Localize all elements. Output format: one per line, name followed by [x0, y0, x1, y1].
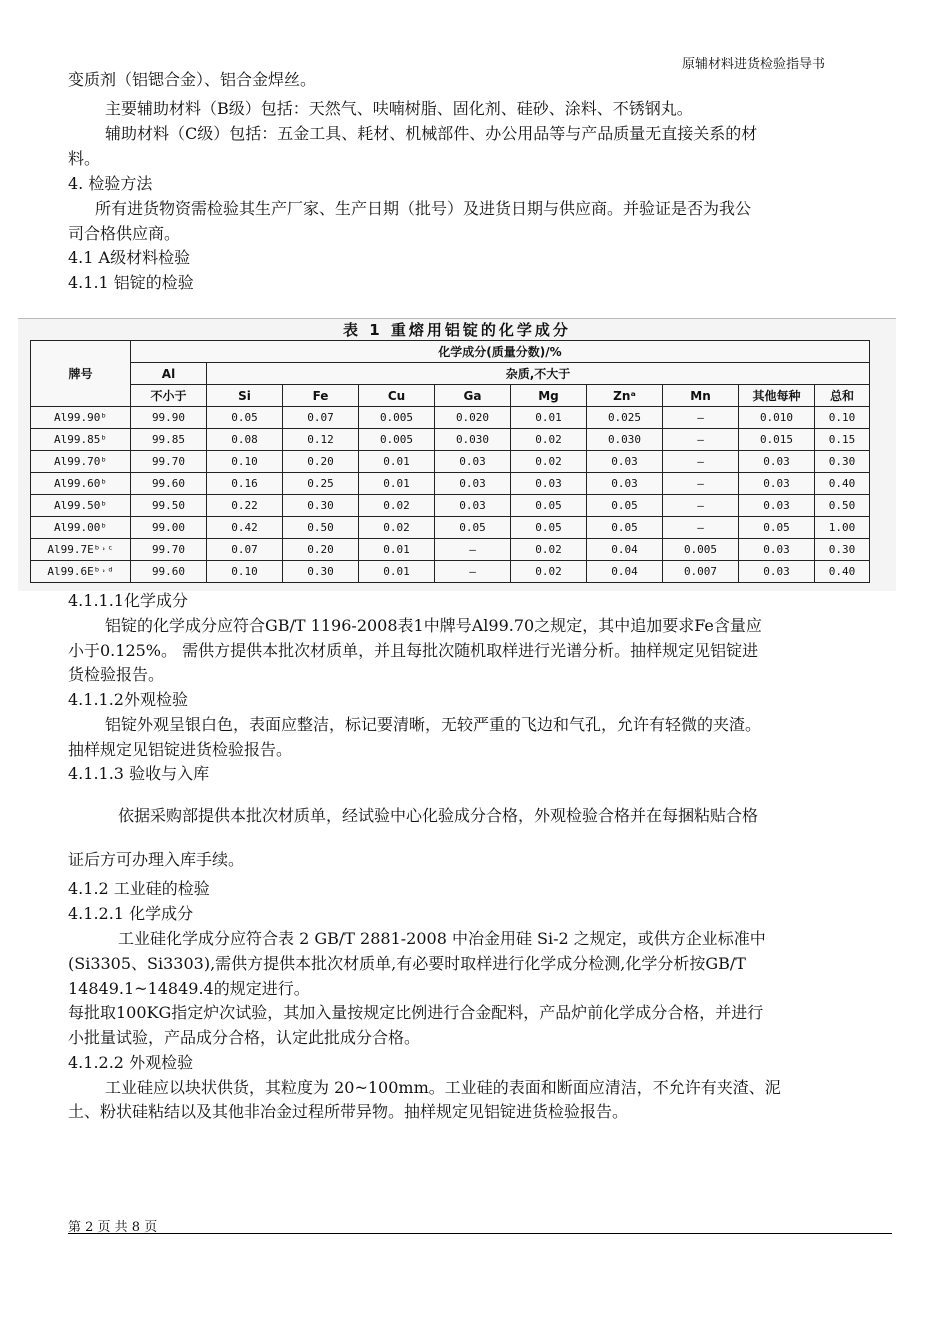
- header-chemical-composition: 化学成分(质量分数)/%: [131, 341, 870, 363]
- value-cell: 99.70: [131, 539, 207, 561]
- header-total: 总和: [815, 385, 870, 407]
- value-cell: 0.01: [359, 451, 435, 473]
- value-cell: 0.10: [207, 561, 283, 583]
- value-cell: 0.010: [739, 407, 815, 429]
- table-row: [31, 429, 870, 451]
- value-cell: 0.05: [511, 495, 587, 517]
- header-ga: Ga: [435, 385, 511, 407]
- value-cell: —: [663, 451, 739, 473]
- value-cell: 0.05: [587, 495, 663, 517]
- header-zn: Znᵃ: [587, 385, 663, 407]
- value-cell: 0.20: [283, 451, 359, 473]
- value-cell: 99.90: [131, 407, 207, 429]
- value-cell: 0.03: [435, 495, 511, 517]
- value-cell: 0.50: [815, 495, 870, 517]
- section-heading-4-1: 4.1 A级材料检验: [68, 248, 191, 267]
- grade-cell: Al99.70ᵇ: [31, 451, 131, 473]
- value-cell: 0.02: [359, 495, 435, 517]
- value-cell: 0.07: [207, 539, 283, 561]
- document-header-title: 原辅材料进货检验指导书: [682, 57, 826, 72]
- value-cell: 0.22: [207, 495, 283, 517]
- value-cell: 0.04: [587, 539, 663, 561]
- value-cell: 0.03: [511, 473, 587, 495]
- value-cell: 1.00: [815, 517, 870, 539]
- para-line: 变质剂（铝锶合金）、铝合金焊丝。: [68, 70, 317, 89]
- header-impurity: 杂质,不大于: [207, 363, 870, 385]
- para-line: 司合格供应商。: [68, 224, 181, 243]
- value-cell: 0.02: [359, 517, 435, 539]
- header-other-each: 其他每种: [739, 385, 815, 407]
- chemical-composition-table: [30, 340, 870, 583]
- header-cu: Cu: [359, 385, 435, 407]
- value-cell: 0.10: [815, 407, 870, 429]
- value-cell: 99.85: [131, 429, 207, 451]
- table-title: 表 1 重熔用铝锭的化学成分: [343, 321, 571, 339]
- value-cell: 0.30: [283, 495, 359, 517]
- para-line: 工业硅应以块状供货，其粒度为 20~100mm。工业硅的表面和断面应清洁，不允许有夹渣、泥: [105, 1078, 781, 1097]
- grade-cell: Al99.85ᵇ: [31, 429, 131, 451]
- value-cell: 0.10: [207, 451, 283, 473]
- para-line: 小批量试验，产品成分合格，认定此批成分合格。: [68, 1028, 421, 1047]
- value-cell: 99.60: [131, 473, 207, 495]
- footer-divider: [68, 1233, 892, 1234]
- value-cell: 0.30: [815, 451, 870, 473]
- value-cell: 0.08: [207, 429, 283, 451]
- chemical-composition-table-image: [18, 318, 896, 591]
- value-cell: 99.70: [131, 451, 207, 473]
- value-cell: 0.005: [359, 407, 435, 429]
- value-cell: 0.02: [511, 539, 587, 561]
- value-cell: 0.015: [739, 429, 815, 451]
- value-cell: 0.03: [739, 539, 815, 561]
- value-cell: 0.25: [283, 473, 359, 495]
- para-line: 所有进货物资需检验其生产厂家、生产日期（批号）及进货日期与供应商。并验证是否为我公: [95, 199, 752, 218]
- section-heading-4-1-1-3: 4.1.1.3 验收与入库: [68, 764, 210, 783]
- value-cell: —: [663, 517, 739, 539]
- header-mn: Mn: [663, 385, 739, 407]
- value-cell: 0.005: [359, 429, 435, 451]
- value-cell: 0.02: [511, 561, 587, 583]
- para-line: 抽样规定见铝锭进货检验报告。: [68, 740, 293, 759]
- value-cell: 0.02: [511, 451, 587, 473]
- value-cell: —: [435, 561, 511, 583]
- table-row: [31, 517, 870, 539]
- header-fe: Fe: [283, 385, 359, 407]
- para-line: 14849.1~14849.4的规定进行。: [68, 979, 310, 998]
- header-mg: Mg: [511, 385, 587, 407]
- header-al: Al: [131, 363, 207, 385]
- value-cell: —: [663, 473, 739, 495]
- value-cell: 0.15: [815, 429, 870, 451]
- value-cell: 0.03: [435, 473, 511, 495]
- value-cell: —: [663, 495, 739, 517]
- section-heading-4-1-1-1: 4.1.1.1化学成分: [68, 591, 188, 610]
- page-footer: 第 2 页 共 8 页: [68, 1220, 158, 1235]
- table-row: [31, 451, 870, 473]
- para-line: 土、粉状硅粘结以及其他非冶金过程所带异物。抽样规定见铝锭进货检验报告。: [68, 1102, 629, 1121]
- value-cell: 0.030: [587, 429, 663, 451]
- value-cell: 0.40: [815, 473, 870, 495]
- value-cell: 0.50: [283, 517, 359, 539]
- value-cell: 0.07: [283, 407, 359, 429]
- table-row: [31, 407, 870, 429]
- value-cell: 0.01: [359, 473, 435, 495]
- value-cell: 0.01: [511, 407, 587, 429]
- grade-cell: Al99.90ᵇ: [31, 407, 131, 429]
- value-cell: —: [435, 539, 511, 561]
- grade-cell: Al99.7Eᵇ˒ᶜ: [31, 539, 131, 561]
- grade-cell: Al99.6Eᵇ˒ᵈ: [31, 561, 131, 583]
- value-cell: 0.05: [435, 517, 511, 539]
- table-row: [31, 495, 870, 517]
- section-heading-4-1-1-2: 4.1.1.2外观检验: [68, 690, 188, 709]
- header-si: Si: [207, 385, 283, 407]
- para-line: 小于0.125%。 需供方提供本批次材质单，并且每批次随机取样进行光谱分析。抽样规定见铝锭进: [68, 641, 759, 660]
- para-line: 铝锭外观呈银白色，表面应整洁，标记要清晰，无较严重的飞边和气孔，允许有轻微的夹渣。: [105, 715, 762, 734]
- header-al-min: 不小于: [131, 385, 207, 407]
- para-line: 工业硅化学成分应符合表 2 GB/T 2881-2008 中冶金用硅 Si-2 之规定，或供方企业标准中: [118, 929, 766, 948]
- value-cell: 0.05: [739, 517, 815, 539]
- value-cell: 0.05: [207, 407, 283, 429]
- grade-cell: Al99.00ᵇ: [31, 517, 131, 539]
- para-line: 货检验报告。: [68, 665, 165, 684]
- section-heading-4-1-2: 4.1.2 工业硅的检验: [68, 879, 210, 898]
- value-cell: 0.03: [739, 561, 815, 583]
- value-cell: 0.05: [511, 517, 587, 539]
- value-cell: 99.60: [131, 561, 207, 583]
- para-line: 每批取100KG指定炉次试验，其加入量按规定比例进行合金配料，产品炉前化学成分合格，并进行: [68, 1003, 764, 1022]
- value-cell: 0.12: [283, 429, 359, 451]
- value-cell: 0.05: [587, 517, 663, 539]
- section-heading-4: 4. 检验方法: [68, 174, 153, 193]
- value-cell: 0.01: [359, 561, 435, 583]
- value-cell: 99.00: [131, 517, 207, 539]
- para-line: (Si3305、Si3303),需供方提供本批次材质单,有必要时取样进行化学成分检测,化学分析按GB/T: [68, 954, 746, 973]
- para-line: 料。: [68, 149, 101, 168]
- table-row: [31, 473, 870, 495]
- table-row: [31, 539, 870, 561]
- table-row: [31, 561, 870, 583]
- value-cell: 0.01: [359, 539, 435, 561]
- value-cell: 0.03: [739, 451, 815, 473]
- grade-cell: Al99.50ᵇ: [31, 495, 131, 517]
- value-cell: 0.025: [587, 407, 663, 429]
- value-cell: 0.03: [739, 473, 815, 495]
- value-cell: 0.03: [587, 451, 663, 473]
- value-cell: 0.16: [207, 473, 283, 495]
- value-cell: 0.30: [283, 561, 359, 583]
- value-cell: 0.03: [587, 473, 663, 495]
- section-heading-4-1-1: 4.1.1 铝锭的检验: [68, 273, 194, 292]
- section-heading-4-1-2-1: 4.1.2.1 化学成分: [68, 904, 194, 923]
- value-cell: 0.42: [207, 517, 283, 539]
- value-cell: 0.007: [663, 561, 739, 583]
- para-line: 依据采购部提供本批次材质单，经试验中心化验成分合格，外观检验合格并在每捆粘贴合格: [118, 806, 759, 825]
- header-grade: 牌号: [31, 341, 131, 407]
- value-cell: 0.03: [435, 451, 511, 473]
- para-line: 辅助材料（C级）包括：五金工具、耗材、机械部件、办公用品等与产品质量无直接关系的材: [105, 124, 758, 143]
- value-cell: 0.005: [663, 539, 739, 561]
- para-line: 铝锭的化学成分应符合GB/T 1196-2008表1中牌号Al99.70之规定，其中追加要求Fe含量应: [105, 616, 762, 635]
- para-line: 证后方可办理入库手续。: [68, 850, 245, 869]
- value-cell: 0.04: [587, 561, 663, 583]
- para-line: 主要辅助材料（B级）包括：天然气、呋喃树脂、固化剂、硅砂、涂料、不锈钢丸。: [105, 99, 693, 118]
- value-cell: 99.50: [131, 495, 207, 517]
- section-heading-4-1-2-2: 4.1.2.2 外观检验: [68, 1053, 194, 1072]
- value-cell: 0.20: [283, 539, 359, 561]
- value-cell: 0.020: [435, 407, 511, 429]
- value-cell: 0.030: [435, 429, 511, 451]
- value-cell: 0.40: [815, 561, 870, 583]
- grade-cell: Al99.60ᵇ: [31, 473, 131, 495]
- value-cell: 0.30: [815, 539, 870, 561]
- value-cell: —: [663, 429, 739, 451]
- value-cell: —: [663, 407, 739, 429]
- value-cell: 0.03: [739, 495, 815, 517]
- value-cell: 0.02: [511, 429, 587, 451]
